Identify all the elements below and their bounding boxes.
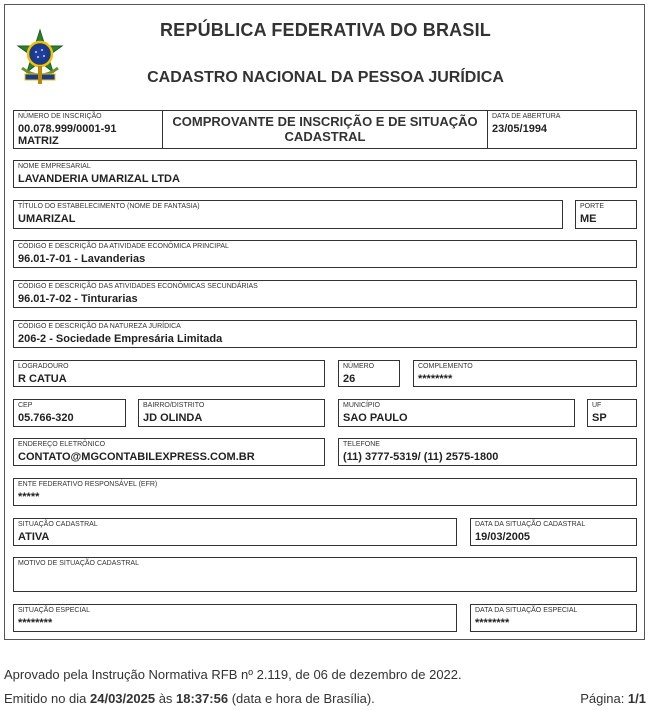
emission-note [4, 691, 375, 706]
numero-value: 26 [343, 373, 356, 385]
cep-field [13, 399, 126, 427]
data-situacao-label: DATA DA SITUAÇÃO CADASTRAL [475, 521, 586, 528]
porte-field [575, 200, 637, 229]
complemento-label: COMPLEMENTO [418, 363, 473, 370]
email-field [13, 438, 325, 466]
complemento-value: ******** [418, 373, 453, 385]
logradouro-label: LOGRADOURO [18, 363, 69, 370]
logradouro-value: R CATUA [18, 373, 67, 385]
situacao-field [13, 518, 457, 546]
nome-empresarial-field [13, 160, 637, 188]
situacao-label: SITUAÇÃO CADASTRAL [18, 521, 98, 528]
situacao-especial-value: ******** [18, 617, 53, 629]
porte-label: PORTE [580, 203, 604, 210]
email-value: CONTATO@MGCONTABILEXPRESS.COM.BR [18, 451, 255, 463]
bairro-field [138, 399, 325, 427]
natureza-juridica-label: CÓDIGO E DESCRIÇÃO DA NATUREZA JURÍDICA [18, 323, 181, 330]
data-situacao-especial-field [470, 604, 637, 632]
emission-time: 18:37:56 [176, 691, 229, 706]
atividade-principal-field [13, 240, 637, 268]
cep-value: 05.766-320 [18, 412, 74, 424]
natureza-juridica-field [13, 320, 637, 348]
uf-label: UF [592, 402, 602, 409]
atividades-secundarias-value: 96.01-7-02 - Tinturarias [18, 293, 138, 305]
complemento-field [413, 360, 637, 387]
efr-label: ENTE FEDERATIVO RESPONSÁVEL (EFR) [18, 481, 158, 488]
situacao-especial-label: SITUAÇÃO ESPECIAL [18, 607, 90, 614]
abertura-field [487, 110, 637, 149]
emission-mid: às [155, 691, 177, 706]
atividade-principal-label: CÓDIGO E DESCRIÇÃO DA ATIVIDADE ECONÔMICA PRINCIPAL [18, 243, 229, 250]
nome-empresarial-value: LAVANDERIA UMARIZAL LTDA [18, 173, 180, 185]
emission-date: 24/03/2025 [90, 691, 156, 706]
fantasia-field [13, 200, 563, 229]
cep-label: CEP [18, 402, 33, 409]
approval-note: Aprovado pela Instrução Normativa RFB nº 2.119, de 06 de dezembro de 2022. [4, 667, 462, 682]
inscricao-label: NÚMERO DE INSCRIÇÃO [18, 113, 102, 120]
atividade-principal-value: 96.01-7-01 - Lavanderias [18, 253, 146, 265]
email-label: ENDEREÇO ELETRÔNICO [18, 441, 106, 448]
atividades-secundarias-label: CÓDIGO E DESCRIÇÃO DAS ATIVIDADES ECONÔMICAS SECUNDÁRIAS [18, 283, 258, 290]
numero-label: NÚMERO [343, 363, 375, 370]
municipio-label: MUNICÍPIO [343, 402, 380, 409]
fantasia-label: TÍTULO DO ESTABELECIMENTO (NOME DE FANTASIA) [18, 203, 200, 210]
situacao-value: ATIVA [18, 531, 50, 543]
page-indicator [580, 691, 646, 706]
telefone-label: TELEFONE [343, 441, 380, 448]
porte-value: ME [580, 213, 597, 225]
motivo-label: MOTIVO DE SITUAÇÃO CADASTRAL [18, 560, 139, 567]
uf-value: SP [592, 412, 607, 424]
comprovante-title-box [162, 110, 488, 149]
municipio-field [338, 399, 575, 427]
inscricao-tipo: MATRIZ [18, 135, 59, 147]
bairro-label: BAIRRO/DISTRITO [143, 402, 205, 409]
logradouro-field [13, 360, 325, 387]
atividades-secundarias-field [13, 280, 637, 308]
efr-field [13, 478, 637, 506]
efr-value: ***** [18, 491, 40, 503]
fantasia-value: UMARIZAL [18, 213, 76, 225]
numero-field [338, 360, 400, 387]
emission-suffix: (data e hora de Brasília). [228, 691, 375, 706]
uf-field [587, 399, 637, 427]
situacao-especial-field [13, 604, 457, 632]
nome-empresarial-label: NOME EMPRESARIAL [18, 163, 91, 170]
data-situacao-value: 19/03/2005 [475, 531, 531, 543]
emission-prefix: Emitido no dia [4, 691, 90, 706]
inscricao-field [13, 110, 163, 149]
data-situacao-especial-value: ******** [475, 617, 510, 629]
comprovante-title-line2: CADASTRAL [284, 129, 366, 144]
telefone-value: (11) 3777-5319/ (11) 2575-1800 [343, 451, 499, 463]
data-situacao-especial-label: DATA DA SITUAÇÃO ESPECIAL [475, 607, 578, 614]
bairro-value: JD OLINDA [143, 412, 203, 424]
page-title: REPÚBLICA FEDERATIVA DO BRASIL [159, 20, 491, 40]
page-label: Página: [580, 691, 628, 706]
abertura-label: DATA DE ABERTURA [492, 113, 561, 120]
motivo-field [13, 557, 637, 592]
abertura-value: 23/05/1994 [492, 123, 548, 135]
data-situacao-field [470, 518, 637, 546]
page-value: 1/1 [627, 691, 646, 706]
telefone-field [338, 438, 637, 466]
comprovante-title-line1: COMPROVANTE DE INSCRIÇÃO E DE SITUAÇÃO [172, 114, 478, 129]
inscricao-value: 00.078.999/0001-91 [18, 123, 117, 135]
municipio-value: SAO PAULO [343, 412, 408, 424]
page-subtitle: CADASTRO NACIONAL DA PESSOA JURÍDICA [147, 69, 504, 86]
natureza-juridica-value: 206-2 - Sociedade Empresária Limitada [18, 333, 223, 345]
